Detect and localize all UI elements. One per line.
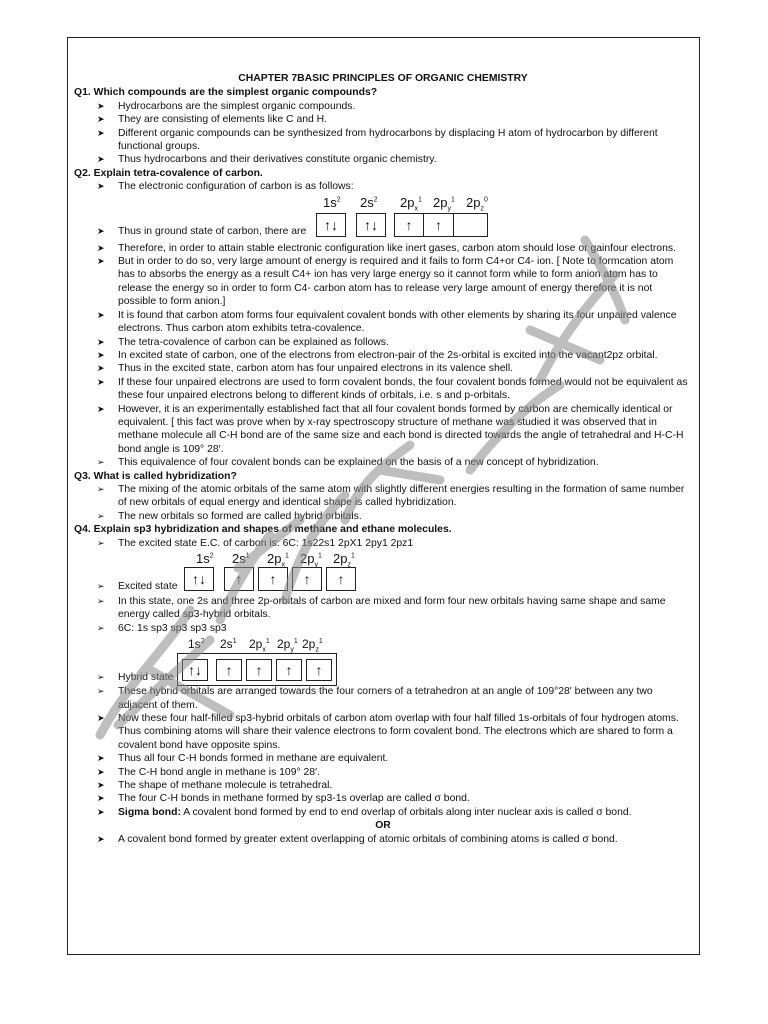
q2-point-6: ➤ Thus in the excited state, carbon atom has four unpaired electrons in its valence shell. <box>74 362 692 375</box>
excited-state-diagram <box>74 552 692 595</box>
q1-point-3: ➤ Different organic compounds can be synthesized from hydrocarbons by displacing H atom of hydrocarbon by different functional groups. <box>74 127 692 154</box>
q4-mix-text: ➢ In this state, one 2s and three 2p-orbitals of carbon are mixed and form four new orbitals having same shape and same energy called sp3-hybrid orbitals. <box>74 595 692 622</box>
excited-state-text: ➢ Excited state <box>74 580 178 593</box>
orbital-label-2px: $2p_x^1$ <box>400 194 422 213</box>
q4-excited-ec: ➢ The excited state E.C. of carbon is: 6C: 1s22s1 2pX1 2py1 2pz1 <box>74 537 692 550</box>
hybrid-box-1s: ↑↓ <box>182 659 208 681</box>
ground-orbital-boxes <box>316 213 488 237</box>
q4-point-2: ➤ Now these four half-filled sp3-hybrid orbitals of carbon atom overlap with four half filled 1s-orbitals of four hydrogen atoms. Thus combining atoms will share their valence electrons to form covalent bond. The electrons which are shared to form a covalent bond have opposite spins. <box>74 712 692 752</box>
orbital-label-2pz: $2p_z^0$ <box>466 194 488 213</box>
orbital-box-2s: ↑↓ <box>356 213 386 237</box>
hybrid-box-2py: ↑ <box>276 659 302 681</box>
excited-orbital-boxes <box>184 567 360 591</box>
excited-box-2s: ↑ <box>224 567 254 591</box>
q4-final-definition: ➤ A covalent bond formed by greater extent overlapping of atomic orbitals of combining atoms is called σ bond. <box>74 833 692 846</box>
document-body <box>74 72 692 846</box>
hybrid-label-1s: $1s^2$ <box>188 637 205 652</box>
ground-state-text: ➤ Thus in ground state of carbon, there are <box>74 225 306 238</box>
ground-state-diagram <box>74 196 692 242</box>
q4-sigma-bond <box>74 806 692 819</box>
q2-point-3: ➤ It is found that carbon atom forms four equivalent covalent bonds with other elements by sharing its four unpaired valence electrons. Thus carbon atom exhibits tetra-covalence. <box>74 309 692 336</box>
q3-point-1: ➢ The mixing of the atomic orbitals of the same atom with slightly different energies resulting in the formation of same number of new orbitals of equal energy and identical shape is called hybridization. <box>74 483 692 510</box>
q4-hybrid-ec: ➢ 6C: 1s sp3 sp3 sp3 sp3 <box>74 622 692 635</box>
orbital-label-2py: $2p_y^1$ <box>433 194 455 213</box>
q4-point-4: ➤ The C-H bond angle in methane is 109° 28′. <box>74 766 692 779</box>
q2-intro: ➤ The electronic configuration of carbon is as follows: <box>74 180 692 193</box>
orbital-box-2px: ↑ <box>394 213 424 237</box>
q3-point-2: ➢ The new orbitals so formed are called hybrid orbitals. <box>74 510 692 523</box>
hybrid-box-2pz: ↑ <box>306 659 332 681</box>
sigma-bond-term: Sigma bond: <box>118 806 181 818</box>
hybrid-label-2s: $2s^1$ <box>220 637 237 652</box>
chapter-title: CHAPTER 7BASIC PRINCIPLES OF ORGANIC CHEMISTRY <box>238 73 528 84</box>
excited-label-1s: $1s^2$ <box>196 551 214 566</box>
excited-box-2px: ↑ <box>258 567 288 591</box>
orbital-box-1s: ↑↓ <box>316 213 346 237</box>
hybrid-box-2s: ↑ <box>216 659 242 681</box>
excited-label-2py: $2p_y^1$ <box>300 551 322 569</box>
excited-box-1s: ↑↓ <box>184 567 214 591</box>
q1-point-2: ➤ They are consisting of elements like C and H. <box>74 113 692 126</box>
or-separator: OR <box>375 820 391 832</box>
orbital-box-2pz <box>454 213 488 237</box>
q2-point-2: ➤ But in order to do so, very large amount of energy is required and it fails to form C4+or C4- ion. [ Note to formcation atom has to absorbs the energy as a result C4+ ion has very large energy so it cannot form while to form anion atom has to release the energy so in order to form C4- carbon atom has to release very large amount of energy therefore it is not possible to form anion.] <box>74 255 692 309</box>
hybrid-label-2pz: $2p_z^1$ <box>302 637 323 654</box>
q2-point-5: ➤ In excited state of carbon, one of the electrons from electron-pair of the 2s-orbital is excited into the vacant2pz orbital. <box>74 349 692 362</box>
q1-point-4: ➤ Thus hydrocarbons and their derivatives constitute organic chemistry. <box>74 153 692 166</box>
hybrid-label-2py: $2p_y^1$ <box>277 637 298 654</box>
orbital-label-1s: $1s^2$ <box>323 194 341 210</box>
question-2: Q2. Explain tetra-covalence of carbon. <box>74 167 263 179</box>
hybrid-state-text: ➢ Hybrid state <box>74 671 173 684</box>
excited-label-2s: $2s^1$ <box>232 551 250 566</box>
excited-label-2pz: $2p_z^1$ <box>333 551 355 569</box>
sigma-bond-definition: A covalent bond formed by end to end overlap of orbitals along inter nuclear axis is called σ bond. <box>180 806 632 818</box>
question-4: Q4. Explain sp3 hybridization and shapes of methane and ethane molecules. <box>74 524 452 536</box>
q2-point-9: ➢ This equivalence of four covalent bonds can be explained on the basis of a new concept of hybridization. <box>74 456 692 469</box>
q4-point-1: ➢ These hybrid orbitals are arranged towards the four corners of a tetrahedron at an angle of 109°28′ between any two adjacent of them. <box>74 685 692 712</box>
hybrid-label-2px: $2p_x^1$ <box>249 637 270 654</box>
q4-point-6: ➤ The four C-H bonds in methane formed by sp3-1s overlap are called σ bond. <box>74 792 692 805</box>
q2-point-1: ➤ Therefore, in order to attain stable electronic configuration like inert gases, carbon atom should lose or gainfour electrons. <box>74 242 692 255</box>
q2-point-8: ➤ However, it is an experimentally established fact that all four covalent bonds formed by carbon are chemically identical or equivalent. [ this fact was prove when by x-ray spectroscopy structure of methane was studied it was observed that in methane molecule all C-H bond are of the same size and each bond is directed towards the angle of tetrahedral and H-C-H bond angle is 109° 28′. <box>74 403 692 457</box>
hybrid-state-diagram <box>74 637 692 682</box>
orbital-box-2py: ↑ <box>424 213 454 237</box>
q2-point-4: ➤ The tetra-covalence of carbon can be explained as follows. <box>74 336 692 349</box>
question-1: Q1. Which compounds are the simplest organic compounds? <box>74 87 378 99</box>
excited-label-2px: $2p_x^1$ <box>267 551 289 569</box>
q2-point-7: ➤ If these four unpaired electrons are used to form covalent bonds, the four covalent bonds formed would not be equivalent as these four unpaired electrons belong to different kinds of orbitals, i.e. s and p-orbitals. <box>74 376 692 403</box>
hybrid-box-2px: ↑ <box>246 659 272 681</box>
excited-box-2pz: ↑ <box>326 567 356 591</box>
hybrid-orbital-boxes <box>177 653 337 686</box>
orbital-label-2s: $2s^2$ <box>360 194 378 210</box>
q1-point-1: ➤ Hydrocarbons are the simplest organic compounds. <box>74 100 692 113</box>
q4-point-5: ➤ The shape of methane molecule is tetrahedral. <box>74 779 692 792</box>
question-3: Q3. What is called hybridization? <box>74 470 237 482</box>
excited-box-2py: ↑ <box>292 567 322 591</box>
q4-point-3: ➤ Thus all four C-H bonds formed in methane are equivalent. <box>74 752 692 765</box>
